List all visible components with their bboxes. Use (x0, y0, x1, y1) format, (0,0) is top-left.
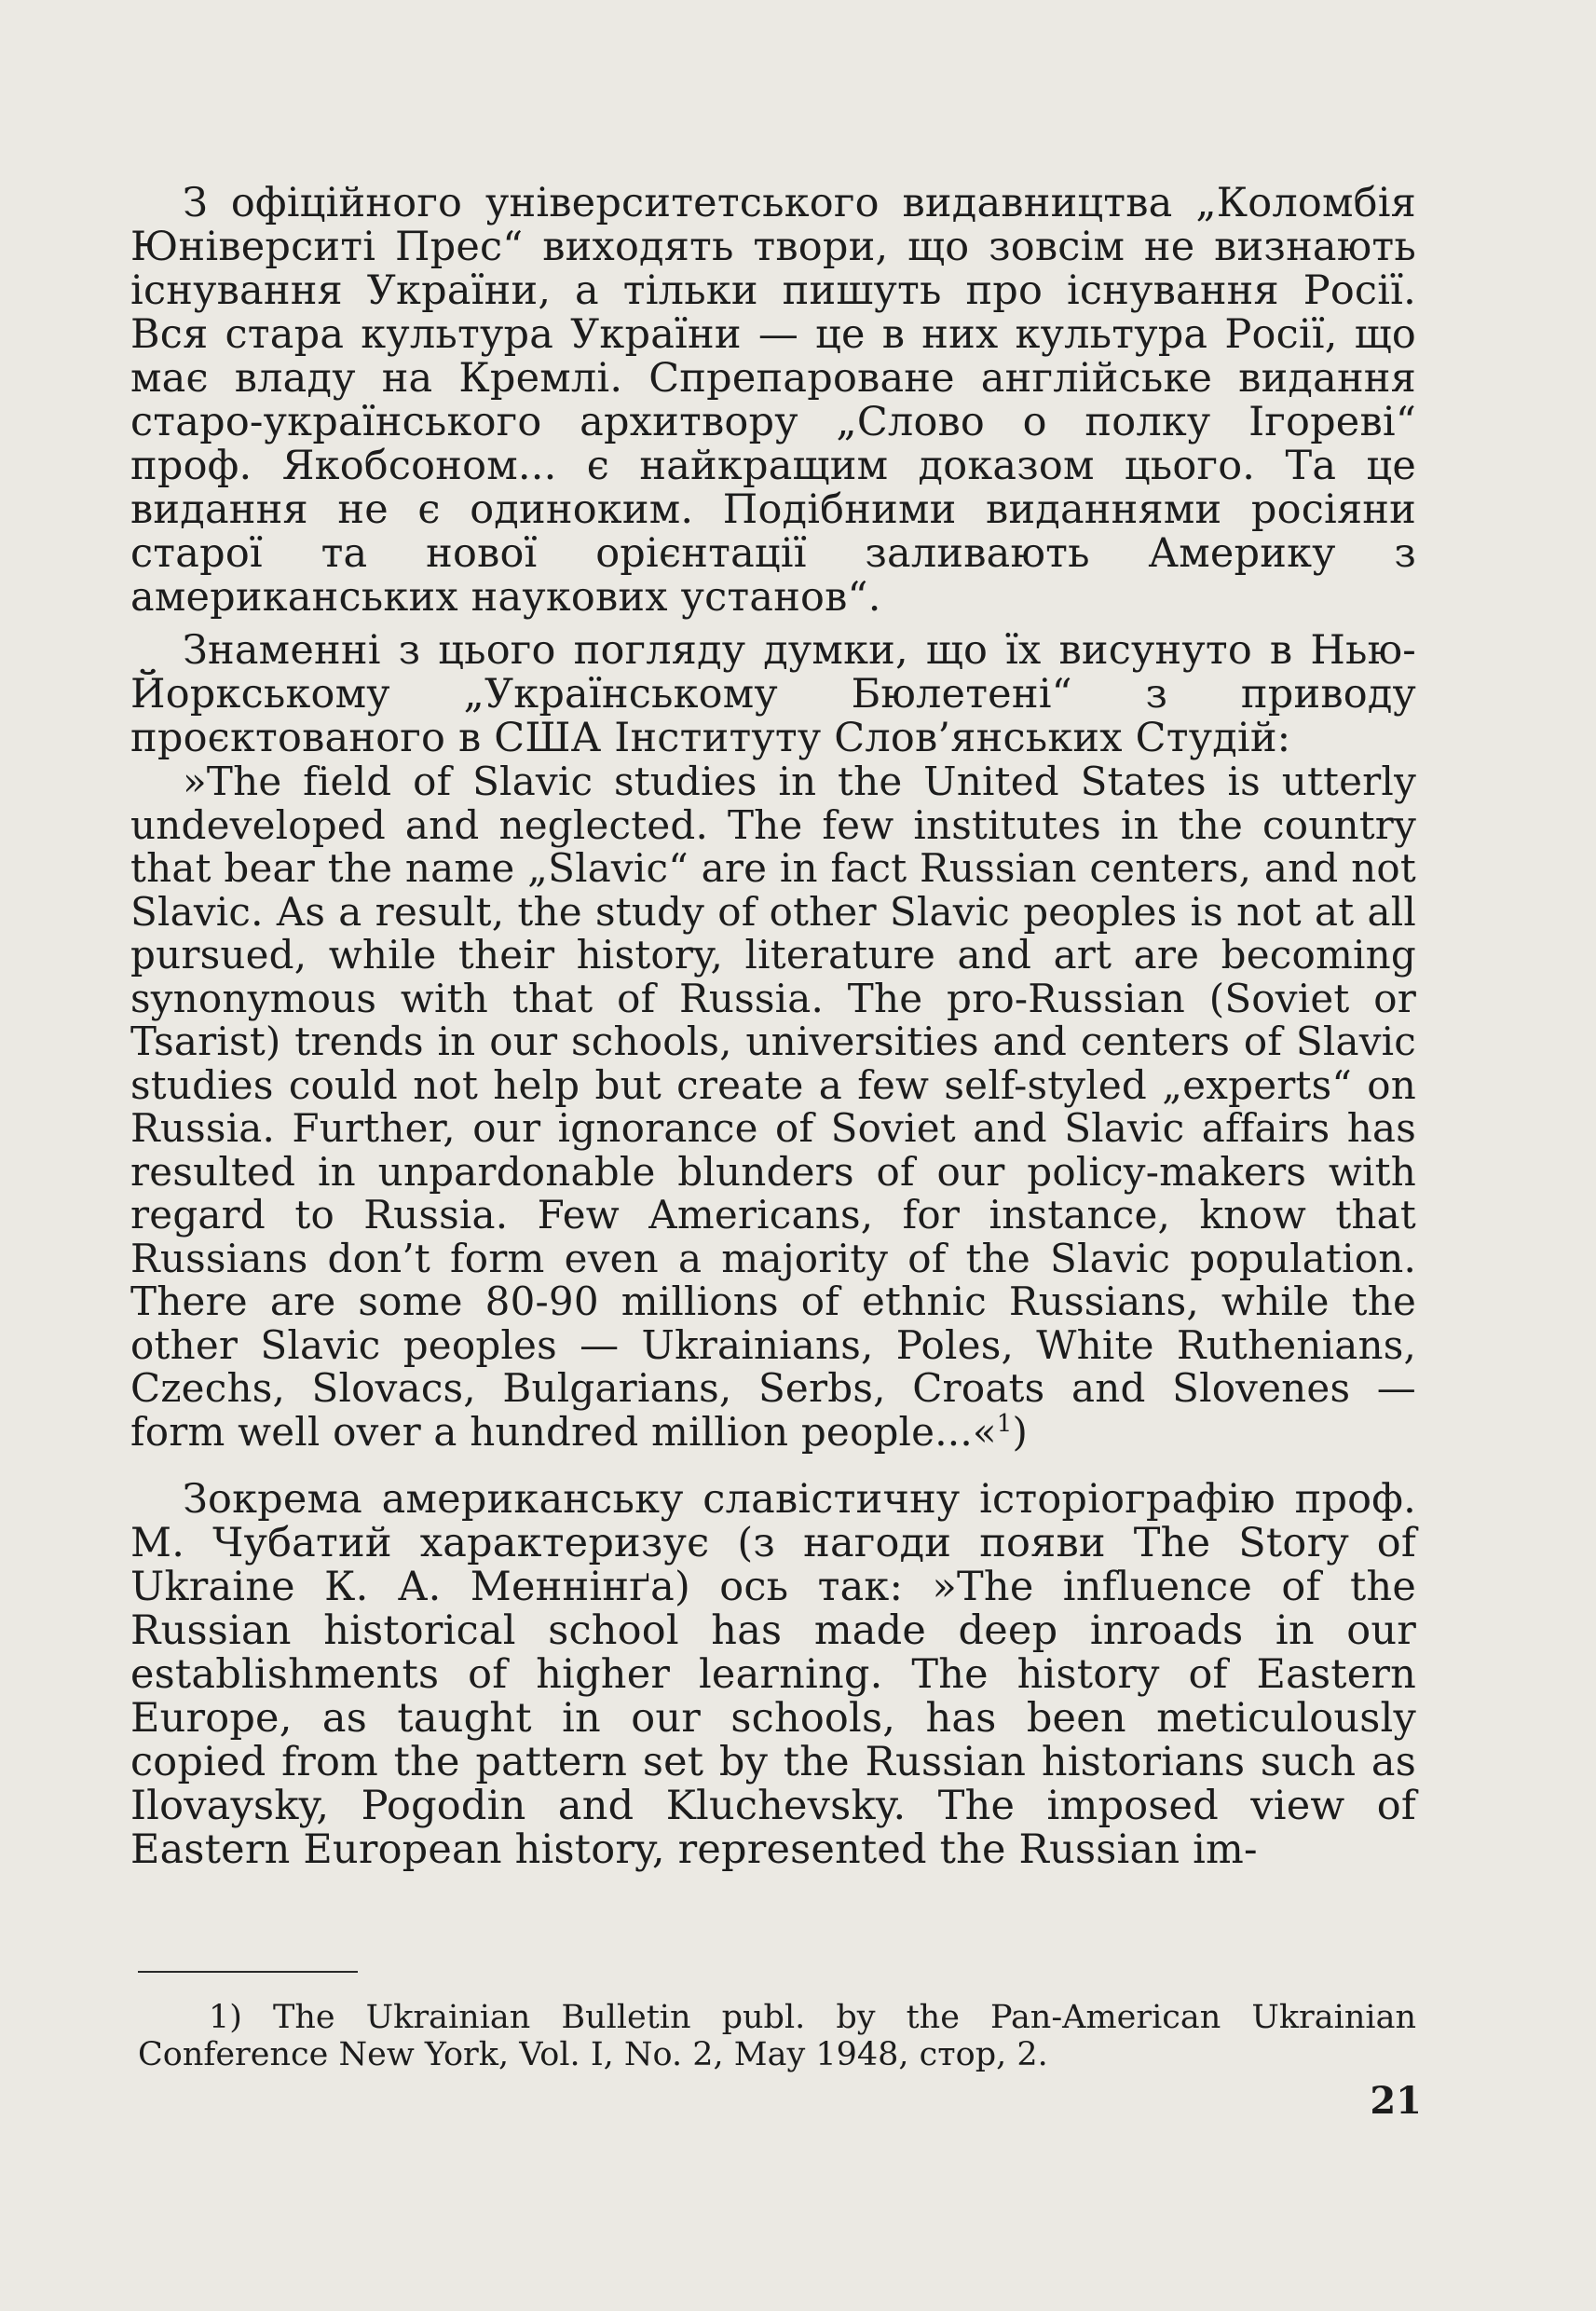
paragraph-3: Зокрема американську славістичну історіографію проф. М. Чубатий характеризує (з нагоди появи The Story of Ukraine К. А. Меннінґа) ось так: »The influence of the Russian historical school has made deep inroads in our establishments of higher learning. The history of Eastern Europe, as taught in our schools, has been meticulously copied from the pattern set by the Russian historians such as Ilovaysky, Pogodin and Kluchevsky. The imposed view of Eastern European history, represented the Russian im- (130, 1476, 1416, 1873)
page-number: 21 (1370, 2079, 1422, 2123)
english-quote (130, 760, 1416, 1454)
paragraph-1: З офіційного університетського видавництва „Коломбія Юніверситі Прес“ виходять твори, що зовсім не визнають існування України, а тільки пишуть про існування Росії. Вся стара культура України — це в них культура Росії, що має владу на Кремлі. Спрепароване англійське видання старо-українського архитвору „Слово о полку Ігореві“ проф. Якобсоном... є найкращим доказом цього. Та це видання не є одиноким. Подібними виданнями росіяни старої та нової орієнтації заливають Америку з американських наукових установ“. (130, 180, 1416, 621)
paragraph-2: Знаменні з цього погляду думки, що їх висунуто в Нью-Йоркському „Українському Бюлетені“ з приводу проєктованого в США Інституту Слов’янських Студій: (130, 627, 1416, 761)
book-page (130, 180, 1422, 2250)
footnote-text: The Ukrainian Bulletin publ. by the Pan-American Ukrainian Conference New York, Vol. I, No. 2, May 1948, стор, 2. (138, 1999, 1416, 2073)
footnote-marker: 1) (209, 1999, 242, 2036)
footnote-reference: 1 (996, 1409, 1013, 1438)
quote-text: »The field of Slavic studies in the United States is utterly undeveloped and neglected. The few institutes in the country that bear the name „Slavic“ are in fact Russian centers, and not Slavic. As a result, the study of other Slavic peoples is not at all pursued, while their history, literature and art are becoming synonymous with that of Russia. The pro-Russian (Soviet or Tsarist) trends in our schools, universities and centers of Slavic studies could not help but create a few self-styled „experts“ on Russia. Further, our ignorance of Soviet and Slavic affairs has resulted in unpardonable blunders of our policy-makers with regard to Russia. Few Americans, for instance, know that Russians don’t form even a majority of the Slavic population. There are some 80-90 millions of ethnic Russians, while the other Slavic peoples — Ukrainians, Poles, White Ruthenians, Czechs, Slovacs, Bulgarians, Serbs, Croats and Slovenes — form well over a hundred million people...« (130, 759, 1416, 1455)
quote-end: ) (1012, 1408, 1029, 1455)
footnote (138, 1999, 1416, 2073)
body-text (130, 182, 1416, 1872)
footnote-divider (138, 1971, 358, 1973)
